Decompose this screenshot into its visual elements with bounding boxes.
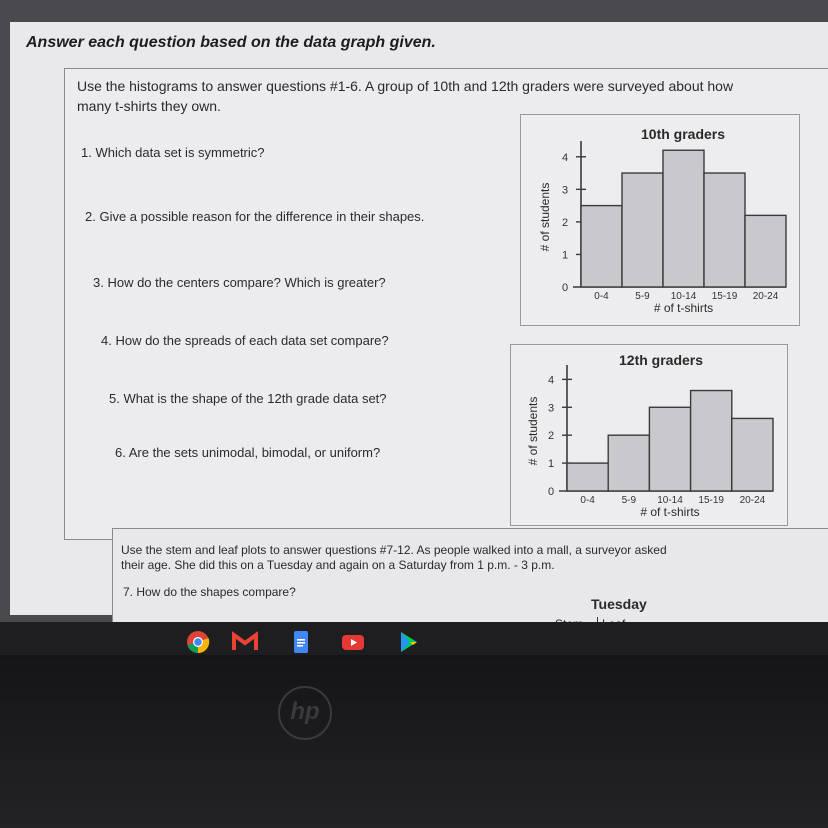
bar [663, 150, 704, 287]
section-intro-line1: Use the histograms to answer questions #1-6. A group of 10th and 12th graders were surveyed about how [77, 78, 734, 94]
chrome-icon[interactable] [185, 630, 211, 654]
question-5: 5. What is the shape of the 12th grade data set? [109, 391, 387, 406]
bar [649, 407, 690, 491]
x-tick-label: 0-4 [594, 291, 609, 302]
laptop-bezel [0, 655, 828, 828]
question-7: 7. How do the shapes compare? [123, 585, 296, 599]
histogram-12th [511, 345, 787, 525]
question-2: 2. Give a possible reason for the difference in their shapes. [85, 209, 425, 224]
y-tick-label: 0 [561, 282, 569, 294]
histogram-10th-box [520, 114, 800, 326]
chart-title: 12th graders [619, 352, 704, 368]
y-tick-label: 2 [561, 216, 569, 229]
x-tick-label: 10-14 [657, 495, 683, 506]
x-axis-label: # of t-shirts [640, 505, 700, 519]
docs-icon[interactable] [288, 630, 314, 654]
question-3: 3. How do the centers compare? Which is greater? [93, 275, 386, 290]
x-tick-label: 20-24 [739, 495, 766, 506]
x-axis-label: # of t-shirts [653, 301, 714, 315]
x-tick-label: 20-24 [752, 291, 779, 302]
bar [622, 173, 663, 287]
chart-title: 10th graders [641, 126, 726, 142]
x-tick-label: 10-14 [670, 291, 697, 302]
histogram-12th-box [510, 344, 788, 526]
question-6: 6. Are the sets unimodal, bimodal, or uniform? [115, 445, 381, 460]
y-tick-label: 4 [561, 151, 569, 164]
question-1: 1. Which data set is symmetric? [81, 145, 265, 160]
y-tick-label: 1 [547, 458, 555, 471]
y-axis-label: # of students [526, 396, 540, 466]
page-title: Answer each question based on the data graph given. [26, 34, 436, 51]
section2-intro-line2: their age. She did this on a Tuesday and again on a Saturday from 1 p.m. - 3 p.m. [121, 558, 555, 572]
x-tick-label: 5-9 [621, 495, 637, 506]
y-tick-label: 2 [547, 430, 555, 443]
y-axis-label: # of students [538, 182, 552, 252]
y-tick-label: 0 [547, 486, 555, 498]
bar [581, 206, 622, 287]
y-tick-label: 1 [561, 249, 569, 262]
bar [567, 463, 608, 491]
section2-intro-line1: Use the stem and leaf plots to answer questions #7-12. As people walked into a mall, a surveyor asked [121, 543, 667, 557]
hp-logo: hp [278, 686, 332, 740]
plot-title-tuesday: Tuesday [591, 596, 647, 612]
x-tick-label: 15-19 [698, 495, 724, 506]
bar [704, 173, 745, 287]
bar [745, 215, 786, 287]
x-tick-label: 0-4 [580, 495, 595, 506]
gmail-icon[interactable] [232, 630, 258, 654]
bar [732, 418, 773, 491]
y-tick-label: 4 [547, 374, 555, 387]
x-tick-label: 15-19 [711, 291, 738, 302]
y-tick-label: 3 [561, 184, 569, 197]
question-4: 4. How do the spreads of each data set compare? [101, 333, 389, 348]
play-store-icon[interactable] [396, 630, 422, 654]
youtube-icon[interactable] [340, 630, 366, 654]
section-intro-line2: many t-shirts they own. [77, 98, 221, 114]
y-tick-label: 3 [547, 402, 555, 415]
histogram-10th [521, 115, 799, 325]
x-tick-label: 5-9 [635, 291, 650, 302]
bar [691, 391, 732, 491]
bar [608, 435, 649, 491]
